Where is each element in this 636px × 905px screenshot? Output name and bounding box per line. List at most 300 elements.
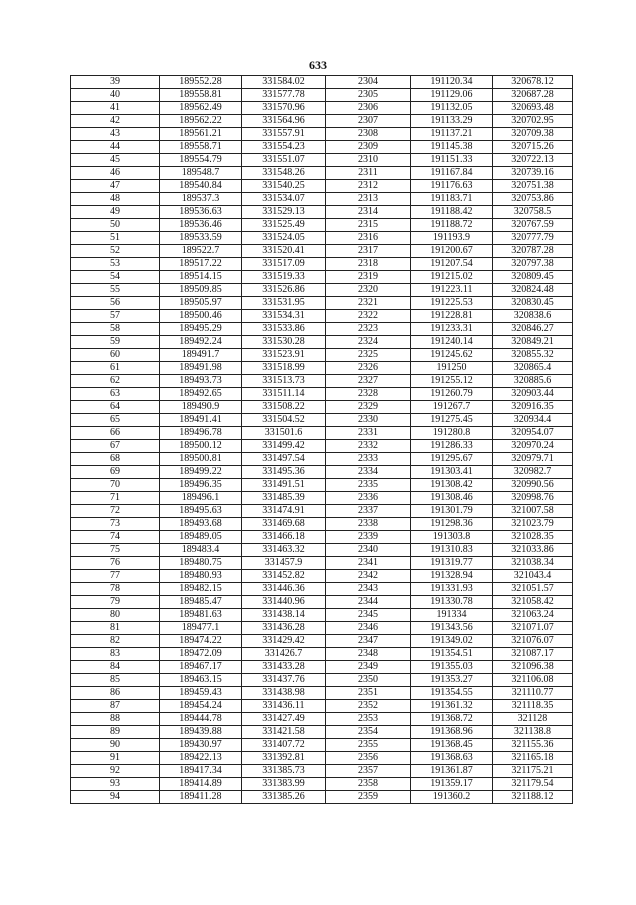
cell-y-coordinate-a: 331436.11 [242, 700, 326, 713]
cell-y-coordinate-a: 331551.07 [242, 154, 326, 167]
cell-x-coordinate-b: 191223.11 [411, 284, 493, 297]
cell-x-coordinate-a: 189472.09 [160, 648, 242, 661]
cell-y-coordinate-a: 331421.58 [242, 726, 326, 739]
cell-x-coordinate-b: 191145.38 [411, 141, 493, 154]
cell-y-coordinate-a: 331508.22 [242, 401, 326, 414]
cell-x-coordinate-b: 191353.27 [411, 674, 493, 687]
cell-y-coordinate-b: 320903.44 [493, 388, 573, 401]
cell-x-coordinate-b: 191225.53 [411, 297, 493, 310]
cell-y-coordinate-b: 320687.28 [493, 89, 573, 102]
cell-point-number-b: 2344 [326, 596, 411, 609]
cell-y-coordinate-b: 320715.26 [493, 141, 573, 154]
cell-y-coordinate-a: 331457.9 [242, 557, 326, 570]
cell-y-coordinate-b: 321023.79 [493, 518, 573, 531]
cell-x-coordinate-a: 189439.88 [160, 726, 242, 739]
table-row [71, 323, 573, 336]
cell-x-coordinate-a: 189495.63 [160, 505, 242, 518]
cell-x-coordinate-a: 189536.46 [160, 219, 242, 232]
cell-y-coordinate-b: 321007.58 [493, 505, 573, 518]
cell-y-coordinate-a: 331511.14 [242, 388, 326, 401]
cell-y-coordinate-a: 331525.49 [242, 219, 326, 232]
cell-y-coordinate-a: 331429.42 [242, 635, 326, 648]
cell-x-coordinate-b: 191308.46 [411, 492, 493, 505]
cell-x-coordinate-a: 189482.15 [160, 583, 242, 596]
cell-point-number-b: 2305 [326, 89, 411, 102]
cell-x-coordinate-b: 191200.67 [411, 245, 493, 258]
cell-x-coordinate-a: 189562.49 [160, 102, 242, 115]
cell-point-number-b: 2335 [326, 479, 411, 492]
cell-point-number-b: 2327 [326, 375, 411, 388]
table-row [71, 466, 573, 479]
table-row [71, 232, 573, 245]
cell-y-coordinate-b: 321118.35 [493, 700, 573, 713]
cell-point-number-a: 45 [71, 154, 160, 167]
cell-y-coordinate-b: 321087.17 [493, 648, 573, 661]
cell-x-coordinate-a: 189500.12 [160, 440, 242, 453]
cell-y-coordinate-b: 321096.38 [493, 661, 573, 674]
cell-x-coordinate-b: 191233.31 [411, 323, 493, 336]
cell-y-coordinate-a: 331469.68 [242, 518, 326, 531]
table-row [71, 765, 573, 778]
cell-x-coordinate-b: 191286.33 [411, 440, 493, 453]
cell-point-number-a: 71 [71, 492, 160, 505]
table-row [71, 401, 573, 414]
cell-y-coordinate-a: 331427.49 [242, 713, 326, 726]
cell-point-number-b: 2339 [326, 531, 411, 544]
cell-x-coordinate-a: 189483.4 [160, 544, 242, 557]
cell-x-coordinate-b: 191188.72 [411, 219, 493, 232]
table-row [71, 310, 573, 323]
cell-x-coordinate-b: 191267.7 [411, 401, 493, 414]
cell-y-coordinate-a: 331564.96 [242, 115, 326, 128]
cell-point-number-a: 46 [71, 167, 160, 180]
cell-point-number-b: 2320 [326, 284, 411, 297]
cell-x-coordinate-a: 189500.81 [160, 453, 242, 466]
cell-y-coordinate-a: 331531.95 [242, 297, 326, 310]
cell-point-number-a: 90 [71, 739, 160, 752]
table-row [71, 154, 573, 167]
cell-x-coordinate-a: 189493.68 [160, 518, 242, 531]
table-row [71, 518, 573, 531]
cell-point-number-b: 2314 [326, 206, 411, 219]
cell-point-number-a: 65 [71, 414, 160, 427]
cell-point-number-b: 2338 [326, 518, 411, 531]
cell-x-coordinate-b: 191260.79 [411, 388, 493, 401]
cell-point-number-b: 2308 [326, 128, 411, 141]
cell-x-coordinate-a: 189548.7 [160, 167, 242, 180]
cell-x-coordinate-b: 191167.84 [411, 167, 493, 180]
cell-y-coordinate-a: 331518.99 [242, 362, 326, 375]
cell-x-coordinate-b: 191368.96 [411, 726, 493, 739]
table-row [71, 206, 573, 219]
cell-x-coordinate-a: 189537.3 [160, 193, 242, 206]
cell-x-coordinate-a: 189491.98 [160, 362, 242, 375]
cell-y-coordinate-a: 331385.26 [242, 791, 326, 804]
cell-point-number-b: 2353 [326, 713, 411, 726]
cell-point-number-a: 73 [71, 518, 160, 531]
cell-y-coordinate-b: 320855.32 [493, 349, 573, 362]
cell-y-coordinate-a: 331534.07 [242, 193, 326, 206]
cell-point-number-a: 41 [71, 102, 160, 115]
cell-y-coordinate-a: 331529.13 [242, 206, 326, 219]
cell-x-coordinate-a: 189496.1 [160, 492, 242, 505]
table-row [71, 596, 573, 609]
cell-point-number-b: 2343 [326, 583, 411, 596]
cell-y-coordinate-b: 320777.79 [493, 232, 573, 245]
table-row [71, 245, 573, 258]
cell-point-number-b: 2354 [326, 726, 411, 739]
cell-point-number-b: 2334 [326, 466, 411, 479]
cell-y-coordinate-b: 320979.71 [493, 453, 573, 466]
cell-x-coordinate-a: 189477.1 [160, 622, 242, 635]
cell-y-coordinate-b: 320739.16 [493, 167, 573, 180]
cell-x-coordinate-a: 189495.29 [160, 323, 242, 336]
cell-y-coordinate-b: 320970.24 [493, 440, 573, 453]
table-row [71, 167, 573, 180]
cell-point-number-a: 78 [71, 583, 160, 596]
cell-x-coordinate-a: 189496.35 [160, 479, 242, 492]
cell-point-number-b: 2316 [326, 232, 411, 245]
cell-x-coordinate-b: 191361.87 [411, 765, 493, 778]
cell-point-number-b: 2310 [326, 154, 411, 167]
cell-y-coordinate-a: 331557.91 [242, 128, 326, 141]
cell-y-coordinate-a: 331383.99 [242, 778, 326, 791]
table-row [71, 76, 573, 89]
cell-x-coordinate-b: 191301.79 [411, 505, 493, 518]
cell-y-coordinate-b: 320830.45 [493, 297, 573, 310]
cell-x-coordinate-a: 189491.7 [160, 349, 242, 362]
cell-point-number-b: 2342 [326, 570, 411, 583]
cell-x-coordinate-b: 191193.9 [411, 232, 493, 245]
cell-y-coordinate-b: 321110.77 [493, 687, 573, 700]
table-row [71, 505, 573, 518]
cell-y-coordinate-b: 321043.4 [493, 570, 573, 583]
cell-x-coordinate-a: 189493.73 [160, 375, 242, 388]
cell-y-coordinate-a: 331485.39 [242, 492, 326, 505]
cell-point-number-a: 94 [71, 791, 160, 804]
table-row [71, 414, 573, 427]
cell-point-number-b: 2315 [326, 219, 411, 232]
cell-y-coordinate-b: 321175.21 [493, 765, 573, 778]
cell-point-number-a: 52 [71, 245, 160, 258]
cell-point-number-a: 58 [71, 323, 160, 336]
cell-y-coordinate-a: 331504.52 [242, 414, 326, 427]
cell-x-coordinate-b: 191250 [411, 362, 493, 375]
cell-y-coordinate-a: 331433.28 [242, 661, 326, 674]
cell-y-coordinate-a: 331452.82 [242, 570, 326, 583]
table-row [71, 89, 573, 102]
cell-point-number-a: 87 [71, 700, 160, 713]
cell-point-number-a: 64 [71, 401, 160, 414]
cell-point-number-a: 91 [71, 752, 160, 765]
table-row [71, 583, 573, 596]
cell-x-coordinate-a: 189540.84 [160, 180, 242, 193]
cell-x-coordinate-b: 191240.14 [411, 336, 493, 349]
cell-point-number-a: 75 [71, 544, 160, 557]
cell-point-number-b: 2359 [326, 791, 411, 804]
cell-y-coordinate-b: 320885.6 [493, 375, 573, 388]
table-row [71, 453, 573, 466]
cell-point-number-b: 2348 [326, 648, 411, 661]
table-row [71, 609, 573, 622]
cell-y-coordinate-b: 321179.54 [493, 778, 573, 791]
table-row [71, 700, 573, 713]
cell-point-number-b: 2351 [326, 687, 411, 700]
cell-x-coordinate-a: 189492.24 [160, 336, 242, 349]
cell-point-number-a: 50 [71, 219, 160, 232]
cell-point-number-a: 72 [71, 505, 160, 518]
cell-x-coordinate-b: 191331.93 [411, 583, 493, 596]
cell-x-coordinate-b: 191228.81 [411, 310, 493, 323]
cell-y-coordinate-a: 331446.36 [242, 583, 326, 596]
coordinates-table-body [71, 76, 573, 804]
cell-y-coordinate-b: 320767.59 [493, 219, 573, 232]
cell-point-number-a: 82 [71, 635, 160, 648]
cell-y-coordinate-a: 331534.31 [242, 310, 326, 323]
cell-point-number-a: 40 [71, 89, 160, 102]
cell-point-number-a: 84 [71, 661, 160, 674]
cell-x-coordinate-b: 191330.78 [411, 596, 493, 609]
cell-point-number-b: 2332 [326, 440, 411, 453]
cell-x-coordinate-a: 189489.05 [160, 531, 242, 544]
table-row [71, 440, 573, 453]
cell-point-number-b: 2340 [326, 544, 411, 557]
table-row [71, 622, 573, 635]
cell-point-number-a: 81 [71, 622, 160, 635]
cell-x-coordinate-b: 191368.72 [411, 713, 493, 726]
cell-point-number-a: 39 [71, 76, 160, 89]
cell-x-coordinate-a: 189422.13 [160, 752, 242, 765]
cell-x-coordinate-b: 191298.36 [411, 518, 493, 531]
cell-y-coordinate-b: 321106.08 [493, 674, 573, 687]
cell-point-number-a: 57 [71, 310, 160, 323]
cell-point-number-a: 53 [71, 258, 160, 271]
cell-x-coordinate-b: 191137.21 [411, 128, 493, 141]
table-row [71, 362, 573, 375]
cell-point-number-b: 2329 [326, 401, 411, 414]
table-row [71, 193, 573, 206]
cell-x-coordinate-b: 191245.62 [411, 349, 493, 362]
cell-y-coordinate-b: 320990.56 [493, 479, 573, 492]
cell-x-coordinate-b: 191176.63 [411, 180, 493, 193]
cell-point-number-a: 49 [71, 206, 160, 219]
cell-y-coordinate-b: 321038.34 [493, 557, 573, 570]
table-row [71, 284, 573, 297]
cell-y-coordinate-b: 320797.38 [493, 258, 573, 271]
cell-x-coordinate-b: 191151.33 [411, 154, 493, 167]
cell-y-coordinate-b: 321076.07 [493, 635, 573, 648]
cell-point-number-a: 69 [71, 466, 160, 479]
cell-y-coordinate-a: 331466.18 [242, 531, 326, 544]
cell-x-coordinate-a: 189467.17 [160, 661, 242, 674]
cell-y-coordinate-b: 321138.8 [493, 726, 573, 739]
table-row [71, 388, 573, 401]
cell-y-coordinate-a: 331520.41 [242, 245, 326, 258]
table-row [71, 739, 573, 752]
cell-point-number-a: 60 [71, 349, 160, 362]
cell-point-number-b: 2318 [326, 258, 411, 271]
cell-y-coordinate-a: 331440.96 [242, 596, 326, 609]
cell-x-coordinate-a: 189480.75 [160, 557, 242, 570]
cell-y-coordinate-b: 321058.42 [493, 596, 573, 609]
cell-x-coordinate-b: 191188.42 [411, 206, 493, 219]
cell-y-coordinate-b: 320678.12 [493, 76, 573, 89]
cell-x-coordinate-a: 189459.43 [160, 687, 242, 700]
cell-point-number-b: 2346 [326, 622, 411, 635]
cell-y-coordinate-a: 331426.7 [242, 648, 326, 661]
table-row [71, 674, 573, 687]
table-row [71, 687, 573, 700]
cell-point-number-b: 2333 [326, 453, 411, 466]
table-row [71, 752, 573, 765]
cell-point-number-b: 2336 [326, 492, 411, 505]
cell-x-coordinate-a: 189496.78 [160, 427, 242, 440]
cell-point-number-b: 2304 [326, 76, 411, 89]
cell-y-coordinate-a: 331385.73 [242, 765, 326, 778]
table-row [71, 427, 573, 440]
cell-y-coordinate-a: 331438.14 [242, 609, 326, 622]
table-row [71, 297, 573, 310]
cell-y-coordinate-b: 320998.76 [493, 492, 573, 505]
table-row [71, 102, 573, 115]
cell-x-coordinate-a: 189430.97 [160, 739, 242, 752]
cell-point-number-a: 62 [71, 375, 160, 388]
cell-x-coordinate-a: 189517.22 [160, 258, 242, 271]
table-row [71, 726, 573, 739]
cell-x-coordinate-b: 191368.63 [411, 752, 493, 765]
cell-point-number-a: 93 [71, 778, 160, 791]
cell-point-number-a: 63 [71, 388, 160, 401]
cell-y-coordinate-b: 320702.95 [493, 115, 573, 128]
cell-y-coordinate-b: 321063.24 [493, 609, 573, 622]
table-row [71, 479, 573, 492]
cell-x-coordinate-a: 189509.85 [160, 284, 242, 297]
cell-x-coordinate-b: 191275.45 [411, 414, 493, 427]
cell-point-number-a: 42 [71, 115, 160, 128]
cell-y-coordinate-a: 331533.86 [242, 323, 326, 336]
cell-y-coordinate-b: 320693.48 [493, 102, 573, 115]
cell-x-coordinate-b: 191120.34 [411, 76, 493, 89]
cell-y-coordinate-b: 321028.35 [493, 531, 573, 544]
cell-y-coordinate-b: 320824.48 [493, 284, 573, 297]
table-row [71, 219, 573, 232]
cell-point-number-a: 79 [71, 596, 160, 609]
cell-x-coordinate-b: 191354.51 [411, 648, 493, 661]
cell-x-coordinate-b: 191303.8 [411, 531, 493, 544]
table-row [71, 375, 573, 388]
cell-point-number-b: 2358 [326, 778, 411, 791]
cell-x-coordinate-b: 191295.67 [411, 453, 493, 466]
cell-point-number-b: 2324 [326, 336, 411, 349]
cell-y-coordinate-a: 331497.54 [242, 453, 326, 466]
cell-point-number-b: 2350 [326, 674, 411, 687]
cell-point-number-b: 2355 [326, 739, 411, 752]
cell-x-coordinate-a: 189554.79 [160, 154, 242, 167]
cell-y-coordinate-a: 331577.78 [242, 89, 326, 102]
table-row [71, 271, 573, 284]
cell-point-number-b: 2313 [326, 193, 411, 206]
cell-x-coordinate-a: 189522.7 [160, 245, 242, 258]
cell-point-number-b: 2311 [326, 167, 411, 180]
cell-point-number-b: 2356 [326, 752, 411, 765]
table-row [71, 544, 573, 557]
cell-y-coordinate-b: 320809.45 [493, 271, 573, 284]
cell-point-number-a: 68 [71, 453, 160, 466]
cell-x-coordinate-a: 189480.93 [160, 570, 242, 583]
cell-y-coordinate-a: 331501.6 [242, 427, 326, 440]
cell-x-coordinate-a: 189558.81 [160, 89, 242, 102]
cell-x-coordinate-b: 191132.05 [411, 102, 493, 115]
table-row [71, 635, 573, 648]
cell-point-number-b: 2322 [326, 310, 411, 323]
cell-point-number-b: 2337 [326, 505, 411, 518]
cell-point-number-a: 51 [71, 232, 160, 245]
cell-y-coordinate-b: 321128 [493, 713, 573, 726]
cell-x-coordinate-b: 191319.77 [411, 557, 493, 570]
cell-y-coordinate-b: 321033.86 [493, 544, 573, 557]
cell-y-coordinate-a: 331530.28 [242, 336, 326, 349]
cell-y-coordinate-a: 331437.76 [242, 674, 326, 687]
cell-x-coordinate-a: 189562.22 [160, 115, 242, 128]
cell-y-coordinate-b: 321071.07 [493, 622, 573, 635]
cell-point-number-a: 70 [71, 479, 160, 492]
cell-x-coordinate-b: 191183.71 [411, 193, 493, 206]
cell-x-coordinate-a: 189417.34 [160, 765, 242, 778]
cell-point-number-b: 2312 [326, 180, 411, 193]
cell-point-number-b: 2341 [326, 557, 411, 570]
cell-x-coordinate-a: 189536.63 [160, 206, 242, 219]
cell-y-coordinate-a: 331463.32 [242, 544, 326, 557]
cell-point-number-a: 61 [71, 362, 160, 375]
table-row [71, 570, 573, 583]
cell-y-coordinate-a: 331519.33 [242, 271, 326, 284]
cell-point-number-a: 55 [71, 284, 160, 297]
cell-y-coordinate-b: 321188.12 [493, 791, 573, 804]
cell-y-coordinate-a: 331523.91 [242, 349, 326, 362]
cell-point-number-a: 80 [71, 609, 160, 622]
cell-y-coordinate-b: 320849.21 [493, 336, 573, 349]
cell-y-coordinate-a: 331584.02 [242, 76, 326, 89]
cell-x-coordinate-a: 189505.97 [160, 297, 242, 310]
cell-x-coordinate-b: 191280.8 [411, 427, 493, 440]
cell-point-number-a: 54 [71, 271, 160, 284]
cell-x-coordinate-b: 191343.56 [411, 622, 493, 635]
cell-point-number-a: 56 [71, 297, 160, 310]
cell-point-number-b: 2331 [326, 427, 411, 440]
table-row [71, 648, 573, 661]
cell-x-coordinate-b: 191310.83 [411, 544, 493, 557]
table-row [71, 778, 573, 791]
table-row [71, 713, 573, 726]
cell-point-number-b: 2330 [326, 414, 411, 427]
cell-point-number-b: 2357 [326, 765, 411, 778]
cell-point-number-a: 74 [71, 531, 160, 544]
cell-x-coordinate-b: 191328.94 [411, 570, 493, 583]
cell-point-number-a: 48 [71, 193, 160, 206]
cell-x-coordinate-a: 189490.9 [160, 401, 242, 414]
cell-point-number-a: 67 [71, 440, 160, 453]
cell-x-coordinate-b: 191129.06 [411, 89, 493, 102]
cell-x-coordinate-b: 191334 [411, 609, 493, 622]
cell-y-coordinate-a: 331474.91 [242, 505, 326, 518]
cell-point-number-a: 77 [71, 570, 160, 583]
cell-x-coordinate-b: 191359.17 [411, 778, 493, 791]
cell-point-number-a: 83 [71, 648, 160, 661]
cell-x-coordinate-a: 189491.41 [160, 414, 242, 427]
cell-y-coordinate-a: 331436.28 [242, 622, 326, 635]
cell-y-coordinate-b: 320758.5 [493, 206, 573, 219]
table-row [71, 128, 573, 141]
